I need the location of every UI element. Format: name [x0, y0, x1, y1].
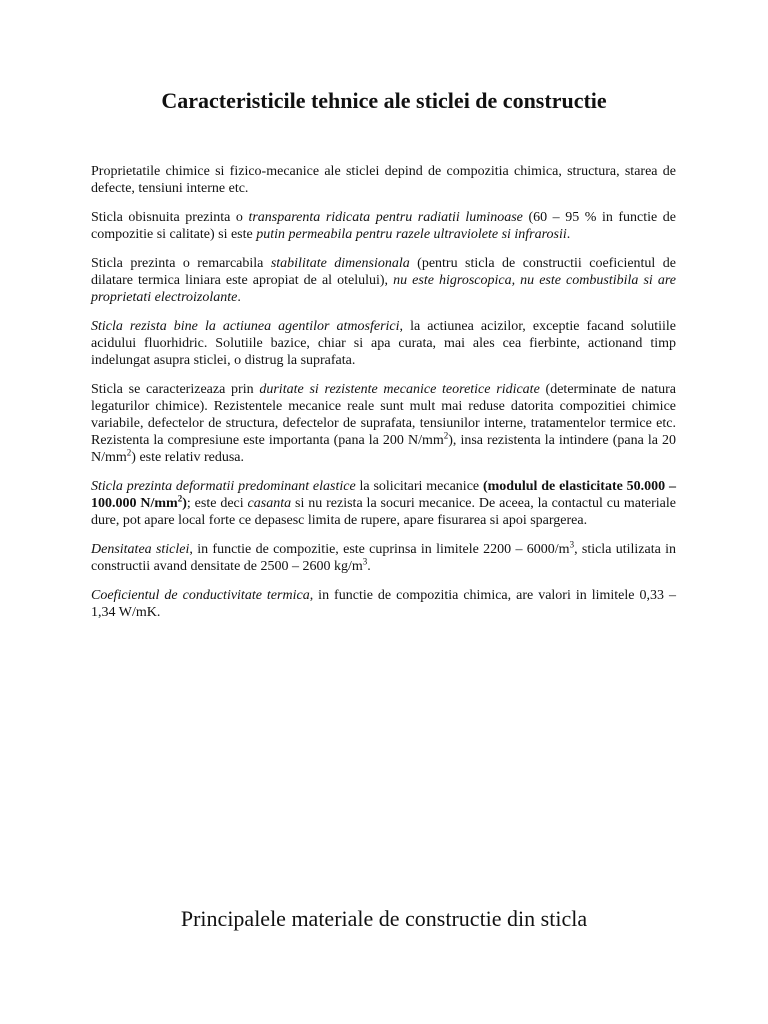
- paragraph: [91, 209, 676, 243]
- text-run: , in functie de compozitia chimica, are valori in limitele 0,33 – 1,34 W/mK.: [91, 588, 676, 620]
- text-run: ), insa rezistenta la intindere (pana la 20 N/mm: [91, 433, 676, 465]
- text-run: 2: [126, 447, 132, 458]
- text-run: 3: [362, 556, 368, 567]
- text-run: .: [367, 559, 371, 574]
- text-run: Sticla se caracterizeaza prin: [91, 382, 260, 397]
- paragraph: [91, 318, 676, 369]
- text-run: .: [566, 227, 571, 242]
- paragraph: [91, 255, 676, 306]
- text-run: Sticla prezinta deformatii predominant elastice: [91, 479, 356, 494]
- text-run: la solicitari mecanice: [355, 479, 483, 494]
- text-run: transparenta ridicata pentru radiatii luminoase: [248, 210, 523, 225]
- paragraph: [91, 381, 676, 466]
- text-run: ; este deci: [186, 496, 248, 511]
- text-run: Coeficientul de conductivitate termica: [91, 588, 310, 603]
- text-run: stabilitate dimensionala: [270, 256, 410, 271]
- document-title: Caracteristicile tehnice ale sticlei de constructie: [161, 88, 607, 113]
- paragraph: [91, 163, 676, 197]
- section-heading: Principalele materiale de constructie din sticla: [180, 906, 588, 931]
- text-run: nu este higroscopica, nu este combustibila si are proprietati electroizolante: [91, 273, 676, 305]
- text-run: putin permeabila pentru razele ultraviolete si infrarosii: [256, 227, 567, 242]
- text-run: duritate si rezistente mecanice teoretice ridicate: [259, 382, 540, 397]
- text-run: ): [182, 496, 187, 511]
- text-run: Densitatea sticlei: [91, 542, 190, 557]
- text-run: Proprietatile chimice si fizico-mecanice ale sticlei depind de compozitia chimica, structura, starea de defecte, tensiuni interne etc.: [91, 164, 676, 196]
- paragraph: [91, 541, 676, 575]
- document-body: [91, 163, 676, 633]
- text-run: , in functie de compozitie, este cuprinsa in limitele 2200 – 6000/m: [189, 542, 570, 557]
- text-run: casanta: [247, 496, 292, 511]
- text-run: (determinate de natura legaturilor chimice). Rezistentele mecanice reale sunt mult mai reduse datorita compozitiei chimice variabile, defectelor de structura, defectelor de suprafata, tensiunilor interne, tratamentelor termice etc. Rezistenta la compresiune este importanta (pana la 200 N/mm: [91, 382, 676, 448]
- text-run: 3: [569, 539, 575, 550]
- text-run: ) este relativ redusa.: [131, 450, 245, 465]
- text-run: (pentru sticla de constructii coeficientul de dilatare termica liniara este apropiat de al otelului),: [91, 256, 676, 288]
- text-run: , sticla utilizata in constructii avand densitate de 2500 – 2600 kg/m: [91, 542, 676, 574]
- text-run: si nu rezista la socuri mecanice. De aceea, la contactul cu materiale dure, pot apare local forte ce depasesc limita de rupere, apare fisurarea si apoi spargerea.: [91, 496, 676, 528]
- text-run: 2: [443, 430, 449, 441]
- paragraph: [91, 478, 676, 529]
- text-run: (60 – 95 % in functie de compozitie si calitate) si este: [91, 210, 677, 242]
- text-run: Sticla prezinta o remarcabila: [91, 256, 271, 271]
- text-run: Sticla obisnuita prezinta o: [91, 210, 249, 225]
- text-run: 2: [177, 493, 183, 504]
- text-run: .: [237, 290, 241, 305]
- text-run: (modulul de elasticitate 50.000 – 100.000 N/mm: [91, 479, 676, 511]
- text-run: , la actiunea acizilor, exceptie facand solutiile acidului fluorhidric. Solutiile bazice, chiar si apa curata, mai ales cea fierbinte, actionand timp indelungat asupra sticlei, o distrug la suprafata.: [91, 319, 676, 368]
- text-run: Sticla rezista bine la actiunea agentilor atmosferici: [91, 319, 400, 334]
- paragraph: [91, 587, 676, 621]
